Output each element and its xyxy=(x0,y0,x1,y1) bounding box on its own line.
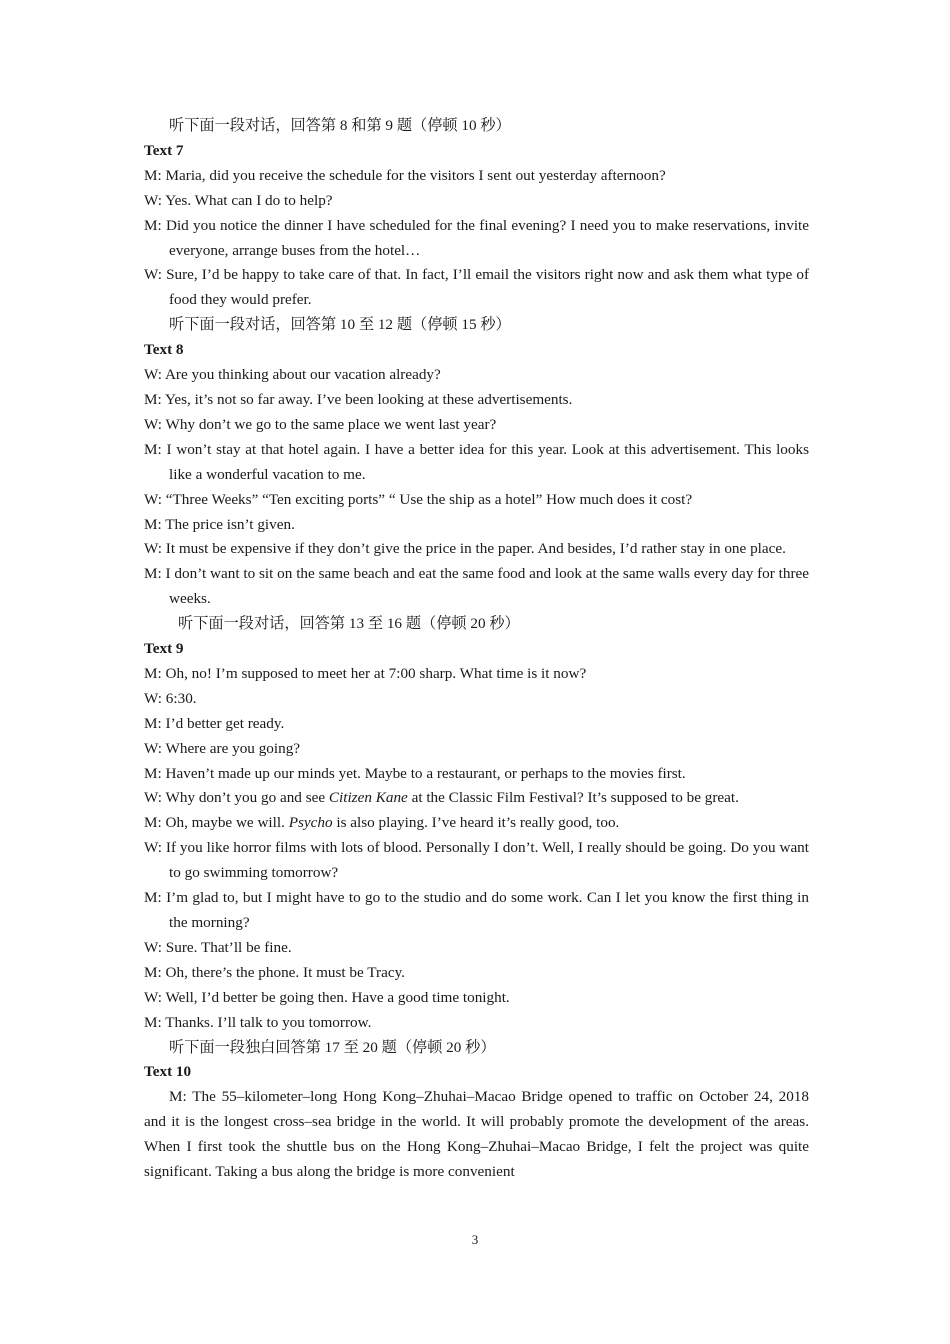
dialogue-line: W: If you like horror films with lots of blood. Personally I don’t. Well, I really should be going. Do you want to go swimming tomorrow? xyxy=(144,839,809,882)
line-prefix: W: Why don’t you go and see xyxy=(144,789,326,807)
dialogue-line: M: Thanks. I’ll talk to you tomorrow. xyxy=(144,1013,372,1031)
dialogue-line: W: Are you thinking about our vacation already? xyxy=(144,366,441,384)
dialogue-line: W: Where are you going? xyxy=(144,739,301,757)
dialogue-line: W: Why don’t we go to the same place we went last year? xyxy=(144,415,497,433)
dialogue-line: W: It must be expensive if they don’t give the price in the paper. And besides, I’d rather stay in one place. xyxy=(144,540,786,558)
instruction-text9: 听下面一段对话，回答第 13 至 16 题（停顿 20 秒） xyxy=(178,615,520,633)
dialogue-line: M: Did you notice the dinner I have scheduled for the final evening? I need you to make reservations, invite everyone, arrange buses from the hotel… xyxy=(144,216,809,259)
instruction-text8: 听下面一段对话，回答第 10 至 12 题（停顿 15 秒） xyxy=(169,316,511,334)
dialogue-line: W: Yes. What can I do to help? xyxy=(144,191,333,209)
dialogue-line: M: The price isn’t given. xyxy=(144,515,295,533)
line-suffix: at the Classic Film Festival? It’s supposed to be great. xyxy=(411,789,739,807)
dialogue-line: M: I’d better get ready. xyxy=(144,714,285,732)
line-prefix: M: Oh, maybe we will. xyxy=(144,814,285,832)
dialogue-line: M: I won’t stay at that hotel again. I have a better idea for this year. Look at this advertisement. This looks like a wonderful vacation to me. xyxy=(144,440,809,483)
page-number: 3 xyxy=(471,1232,479,1247)
heading-text7: Text 7 xyxy=(144,141,184,159)
heading-text10: Text 10 xyxy=(144,1063,192,1081)
monologue-paragraph: M: The 55–kilometer–long Hong Kong–Zhuhai–Macao Bridge opened to traffic on October 24, 2018 and it is the longest cross–sea bridge in the world. It will probably promote the development of the areas. When I first took the shuttle bus on the Hong Kong–Zhuhai–Macao Bridge, I felt the project was quite significant. Taking a bus along the bridge is more convenient xyxy=(144,1088,809,1181)
dialogue-line xyxy=(144,811,809,836)
dialogue-line xyxy=(144,786,809,811)
dialogue-line: M: I don’t want to sit on the same beach and eat the same food and look at the same walls every day for three weeks. xyxy=(144,565,809,608)
dialogue-line: M: Haven’t made up our minds yet. Maybe to a restaurant, or perhaps to the movies first. xyxy=(144,764,686,782)
dialogue-line: M: Yes, it’s not so far away. I’ve been looking at these advertisements. xyxy=(144,390,573,408)
film-title-citizen-kane: Citizen Kane xyxy=(328,789,408,807)
dialogue-line: M: I’m glad to, but I might have to go to the studio and do some work. Can I let you know the first thing in the morning? xyxy=(144,889,809,931)
dialogue-line: M: Oh, no! I’m supposed to meet her at 7:00 sharp. What time is it now? xyxy=(144,664,587,682)
dialogue-line: W: Well, I’d better be going then. Have a good time tonight. xyxy=(144,988,510,1006)
instruction-text7: 听下面一段对话，回答第 8 和第 9 题（停顿 10 秒） xyxy=(169,117,511,134)
heading-text9: Text 9 xyxy=(144,640,184,658)
dialogue-line: W: “Three Weeks” “Ten exciting ports” “ Use the ship as a hotel” How much does it cost? xyxy=(144,490,693,508)
heading-text8: Text 8 xyxy=(144,341,184,359)
line-suffix: is also playing. I’ve heard it’s really good, too. xyxy=(336,814,620,832)
dialogue-line: M: Oh, there’s the phone. It must be Tracy. xyxy=(144,963,405,981)
dialogue-line: W: 6:30. xyxy=(144,689,197,707)
page-body xyxy=(144,114,809,1185)
instruction-text10: 听下面一段独白回答第 17 至 20 题（停顿 20 秒） xyxy=(169,1038,496,1056)
dialogue-line: M: Maria, did you receive the schedule for the visitors I sent out yesterday afternoon? xyxy=(144,166,666,184)
film-title-psycho: Psycho xyxy=(288,814,333,832)
dialogue-line: W: Sure, I’d be happy to take care of that. In fact, I’ll email the visitors right now and ask them what type of food they would prefer. xyxy=(144,266,809,309)
dialogue-line: W: Sure. That’ll be fine. xyxy=(144,938,292,956)
